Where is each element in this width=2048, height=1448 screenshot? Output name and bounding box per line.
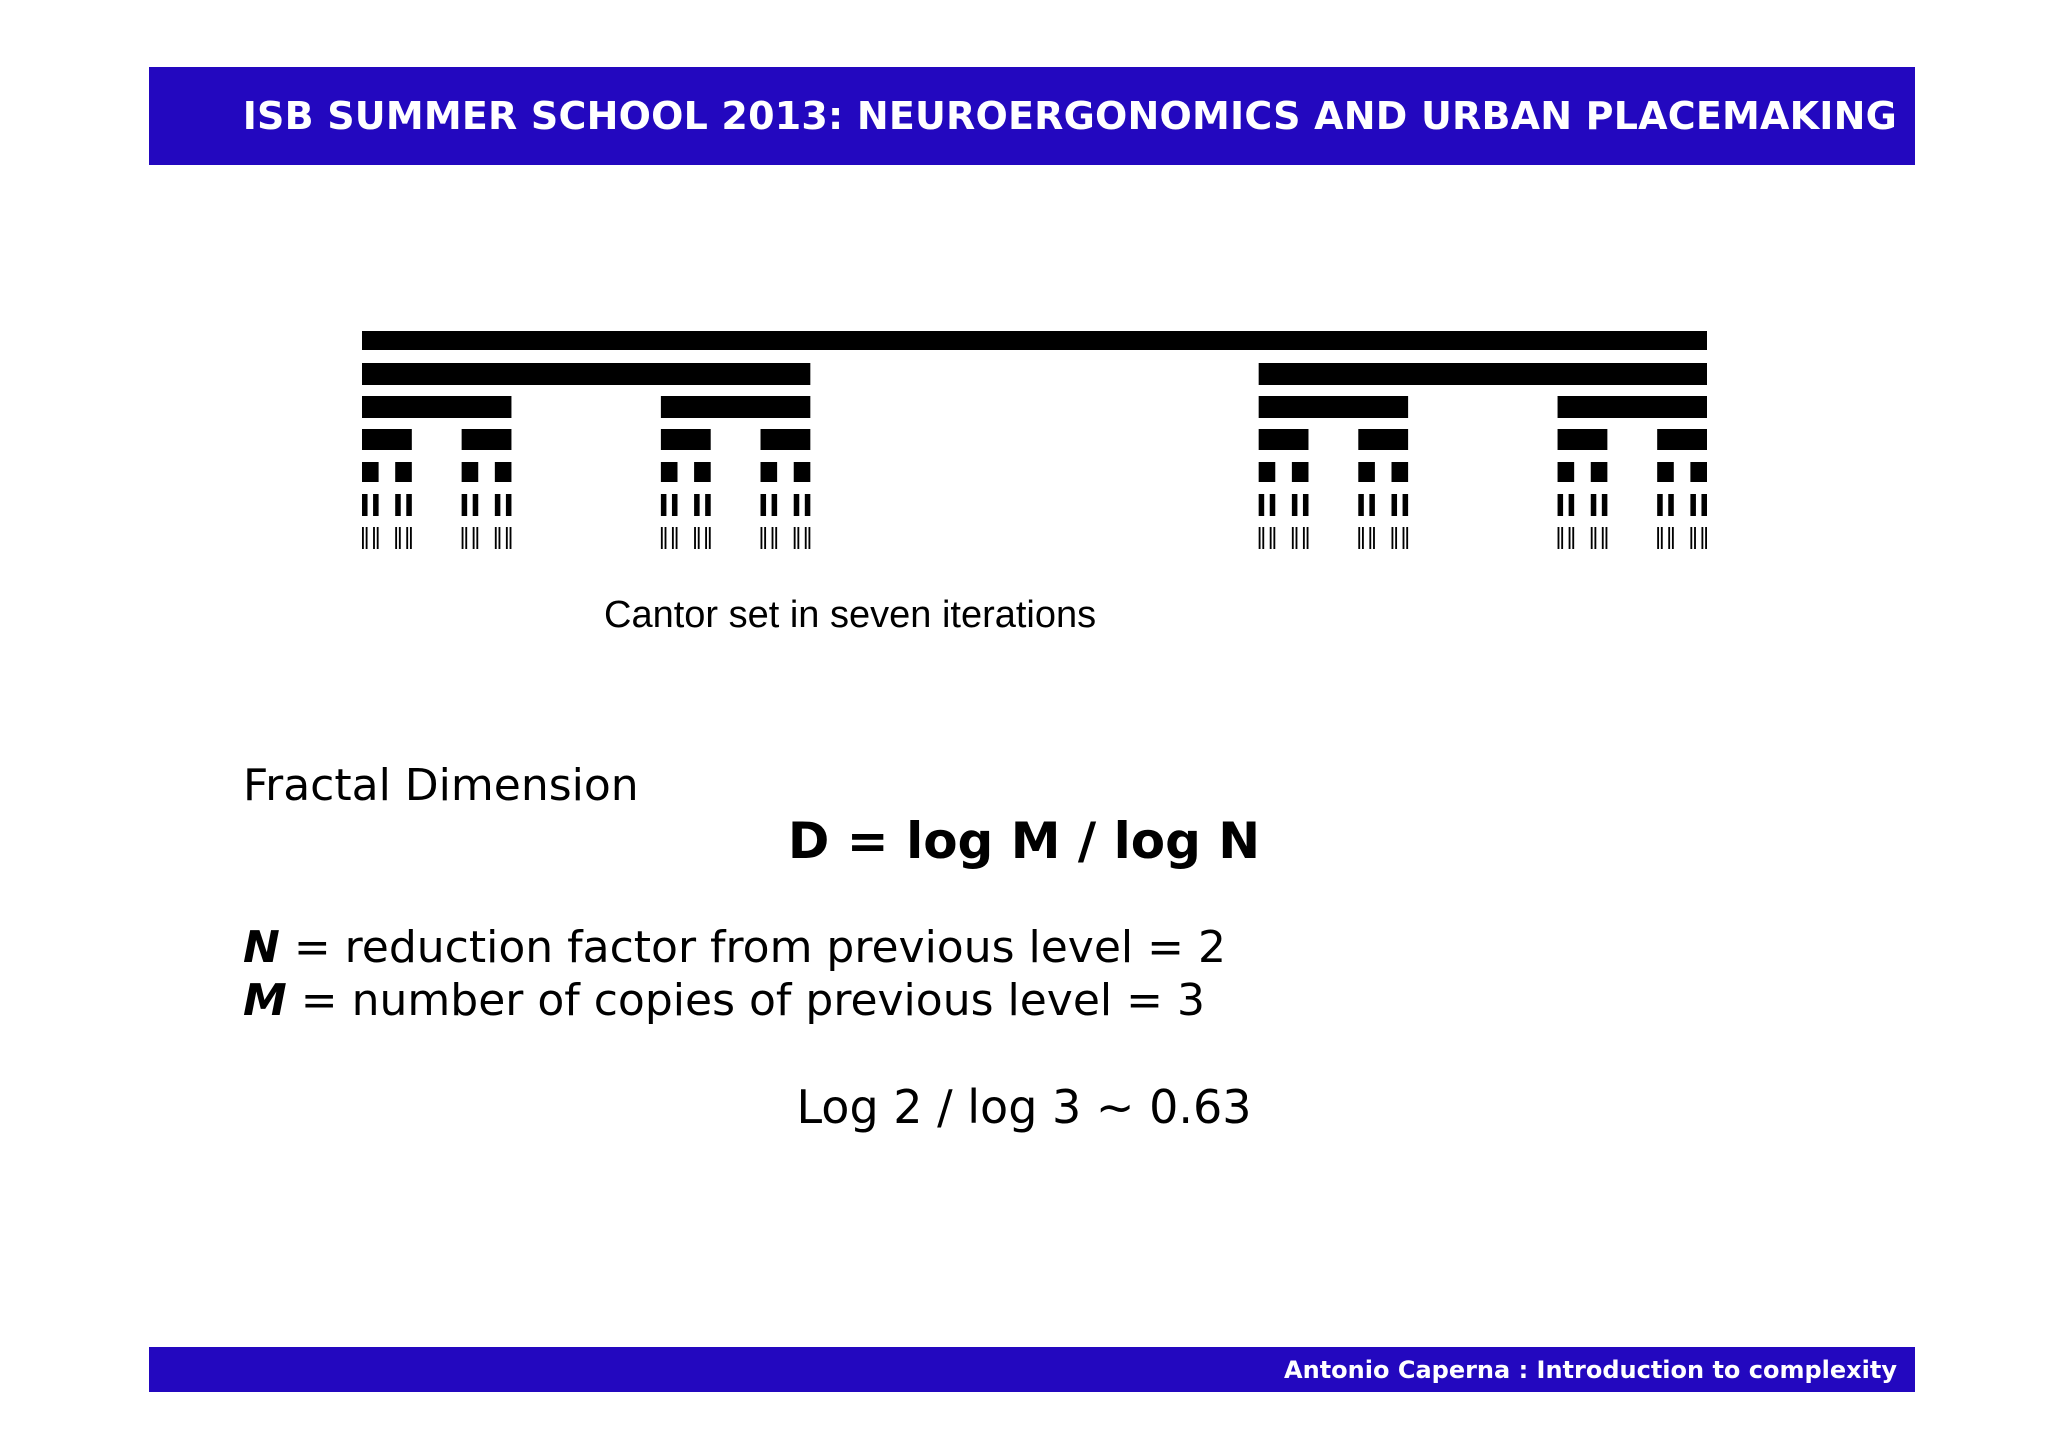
cantor-level-7-segment-31 [805,527,807,549]
cantor-level-3-segment-3 [1259,396,1408,418]
cantor-level-7-segment-6 [399,527,401,549]
cantor-level-7-segment-40 [1307,527,1309,549]
footer-author: Antonio Caperna : Introduction to complexity [1284,1355,1897,1384]
cantor-level-7-segment-32 [808,527,810,549]
cantor-level-7-segment-26 [764,527,766,549]
cantor-level-7-segment-61 [1690,527,1692,549]
cantor-level-7-segment-15 [506,527,508,549]
cantor-level-7-segment-49 [1558,527,1560,549]
cantor-level-6-segment-13 [761,494,767,516]
definition-n-variable: N [243,922,280,973]
cantor-level-6-segment-11 [694,494,700,516]
cantor-level-6-segment-5 [462,494,468,516]
result-value: Log 2 / log 3 ~ 0.63 [796,1080,1252,1134]
cantor-level-6-segment-22 [1369,494,1375,516]
cantor-level-6-segment-21 [1358,494,1364,516]
cantor-level-7-segment-58 [1661,527,1663,549]
cantor-level-6-segment-25 [1558,494,1564,516]
cantor-level-7-segment-57 [1657,527,1659,549]
cantor-level-7-segment-27 [772,527,774,549]
cantor-level-7-segment-2 [366,527,368,549]
cantor-level-5-segment-16 [1690,462,1707,482]
slide-title: ISB SUMMER SCHOOL 2013: NEUROERGONOMICS AND URBAN PLACEMAKING [242,94,1897,138]
cantor-level-7-segment-47 [1403,527,1405,549]
cantor-level-6-segment-24 [1403,494,1409,516]
cantor-level-6-segment-20 [1303,494,1309,516]
cantor-level-7-segment-12 [476,527,478,549]
cantor-level-7-segment-18 [665,527,667,549]
cantor-level-4-segment-1 [362,429,412,450]
cantor-level-4-segment-2 [462,429,512,450]
cantor-level-4-segment-3 [661,429,711,450]
cantor-level-7-segment-9 [462,527,464,549]
cantor-level-5-segment-7 [761,462,778,482]
cantor-level-7-segment-35 [1270,527,1272,549]
definition-m-variable: M [243,975,287,1026]
cantor-level-2-segment-1 [362,363,810,385]
cantor-level-6-segment-32 [1701,494,1707,516]
cantor-level-5-segment-15 [1657,462,1674,482]
definition-m-text: = number of copies of previous level = 3 [286,975,1205,1026]
cantor-level-6-segment-16 [805,494,811,516]
cantor-level-7-segment-22 [698,527,700,549]
section-heading: Fractal Dimension [243,760,639,811]
cantor-level-7-segment-33 [1259,527,1261,549]
cantor-level-1-segment-1 [362,331,1707,350]
cantor-level-7-segment-30 [797,527,799,549]
cantor-level-7-segment-1 [362,527,364,549]
cantor-level-6-segment-28 [1602,494,1608,516]
cantor-level-4-segment-7 [1558,429,1608,450]
cantor-level-7-segment-62 [1694,527,1696,549]
cantor-level-6-segment-15 [794,494,800,516]
cantor-level-7-segment-52 [1572,527,1574,549]
cantor-level-6-segment-31 [1690,494,1696,516]
cantor-level-7-segment-51 [1569,527,1571,549]
cantor-level-7-segment-34 [1262,527,1264,549]
cantor-level-7-segment-8 [410,527,412,549]
cantor-level-7-segment-44 [1373,527,1375,549]
cantor-level-4-segment-6 [1358,429,1408,450]
cantor-level-6-segment-19 [1292,494,1298,516]
header-bar [149,67,1915,165]
cantor-level-7-segment-10 [465,527,467,549]
cantor-level-6-segment-29 [1657,494,1663,516]
cantor-level-7-segment-42 [1362,527,1364,549]
cantor-level-7-segment-13 [495,527,497,549]
cantor-level-5-segment-12 [1392,462,1409,482]
cantor-level-6-segment-7 [495,494,501,516]
cantor-level-7-segment-55 [1602,527,1604,549]
cantor-level-7-segment-16 [510,527,512,549]
cantor-level-6-segment-14 [772,494,778,516]
cantor-level-6-segment-23 [1392,494,1398,516]
cantor-level-7-segment-43 [1369,527,1371,549]
cantor-level-7-segment-54 [1594,527,1596,549]
cantor-level-5-segment-4 [495,462,512,482]
cantor-level-7-segment-46 [1395,527,1397,549]
cantor-level-7-segment-11 [473,527,475,549]
fractal-dimension-formula: D = log M / log N [787,812,1261,870]
cantor-level-7-segment-7 [406,527,408,549]
cantor-level-7-segment-60 [1672,527,1674,549]
cantor-level-5-segment-13 [1558,462,1575,482]
cantor-level-3-segment-2 [661,396,810,418]
cantor-level-6-segment-30 [1668,494,1674,516]
cantor-level-7-segment-14 [499,527,501,549]
cantor-level-7-segment-29 [794,527,796,549]
cantor-level-6-segment-3 [395,494,401,516]
cantor-level-7-segment-41 [1358,527,1360,549]
cantor-level-6-segment-17 [1259,494,1265,516]
cantor-level-6-segment-6 [473,494,479,516]
cantor-level-6-segment-9 [661,494,667,516]
cantor-level-6-segment-2 [373,494,379,516]
cantor-level-7-segment-56 [1606,527,1608,549]
cantor-level-7-segment-5 [395,527,397,549]
cantor-level-7-segment-17 [661,527,663,549]
definition-n-text: = reduction factor from previous level = 2 [279,922,1226,973]
cantor-level-4-segment-8 [1657,429,1707,450]
cantor-level-7-segment-63 [1701,527,1703,549]
cantor-level-6-segment-1 [362,494,368,516]
cantor-level-7-segment-45 [1392,527,1394,549]
footer-bar [149,1347,1915,1392]
cantor-level-7-segment-20 [676,527,678,549]
cantor-level-7-segment-39 [1303,527,1305,549]
cantor-level-4-segment-4 [761,429,811,450]
cantor-level-4-segment-5 [1259,429,1309,450]
cantor-level-7-segment-48 [1406,527,1408,549]
cantor-level-7-segment-53 [1591,527,1593,549]
cantor-level-7-segment-50 [1561,527,1563,549]
definition-n [243,922,1226,973]
figure-caption: Cantor set in seven iterations [604,594,1097,636]
definition-m [243,975,1205,1026]
cantor-level-7-segment-38 [1296,527,1298,549]
cantor-level-7-segment-59 [1668,527,1670,549]
cantor-level-5-segment-9 [1259,462,1276,482]
cantor-level-5-segment-3 [462,462,479,482]
cantor-level-6-segment-12 [705,494,711,516]
cantor-level-7-segment-28 [775,527,777,549]
cantor-level-2-segment-2 [1259,363,1707,385]
cantor-level-5-segment-11 [1358,462,1375,482]
cantor-level-7-segment-36 [1273,527,1275,549]
cantor-level-3-segment-1 [362,396,511,418]
cantor-level-7-segment-64 [1705,527,1707,549]
cantor-level-5-segment-5 [661,462,678,482]
cantor-level-6-segment-18 [1270,494,1276,516]
cantor-level-6-segment-8 [506,494,512,516]
cantor-level-5-segment-10 [1292,462,1309,482]
cantor-level-6-segment-4 [406,494,412,516]
cantor-level-7-segment-4 [377,527,379,549]
cantor-level-5-segment-1 [362,462,379,482]
cantor-level-3-segment-4 [1558,396,1707,418]
cantor-level-6-segment-26 [1569,494,1575,516]
cantor-level-5-segment-14 [1591,462,1608,482]
cantor-level-5-segment-8 [794,462,811,482]
cantor-level-7-segment-37 [1292,527,1294,549]
cantor-level-5-segment-6 [694,462,711,482]
cantor-level-7-segment-21 [694,527,696,549]
cantor-level-7-segment-3 [373,527,375,549]
cantor-level-7-segment-19 [672,527,674,549]
cantor-level-7-segment-24 [709,527,711,549]
cantor-level-7-segment-23 [705,527,707,549]
cantor-level-6-segment-27 [1591,494,1597,516]
cantor-level-7-segment-25 [761,527,763,549]
cantor-level-5-segment-2 [395,462,412,482]
cantor-level-6-segment-10 [672,494,678,516]
